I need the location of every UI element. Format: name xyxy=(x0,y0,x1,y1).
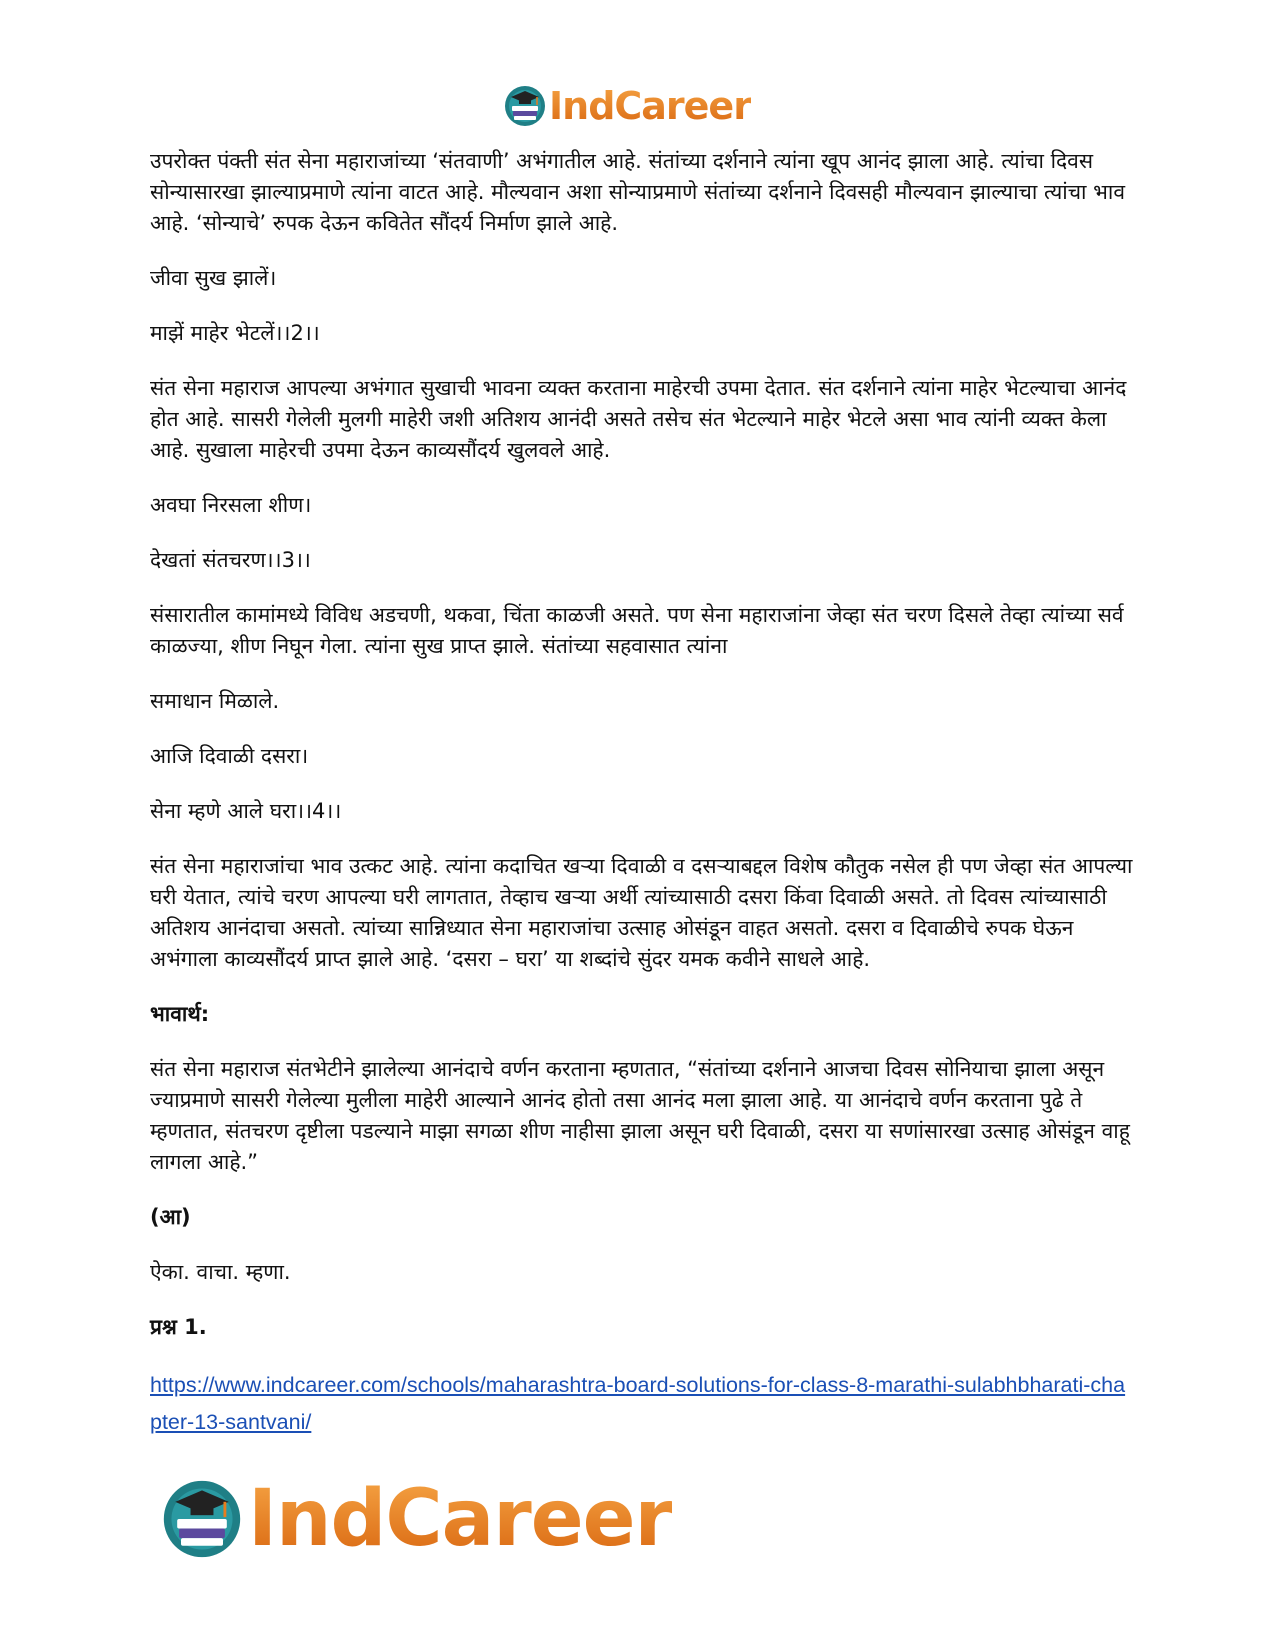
verse-line: आजि दिवाळी दसरा। xyxy=(150,744,309,768)
source-link[interactable]: https://www.indcareer.com/schools/maharashtra-board-solutions-for-class-8-marathi-sulabhbharati-chapter-13-santvani/ xyxy=(150,1373,1126,1434)
verse-line: सेना म्हणे आले घरा।।4।। xyxy=(150,799,342,823)
body-paragraph: ऐका. वाचा. म्हणा. xyxy=(150,1260,291,1284)
verse-line: देखतां संतचरण।।3।। xyxy=(150,548,311,572)
body-paragraph: संत सेना महाराज संतभेटीने झालेल्या आनंदाचे वर्णन करताना म्हणतात, “संतांच्या दर्शनाने आजचा दिवस सोनियाचा झाला असून ज्याप्रमाणे सासरी गेलेल्या मुलीला माहेरी आल्याने आनंद होतो तसा आनंद मला झाला आहे. या आनंदाचे वर्णन करताना पुढे ते म्हणतात, संतचरण दृष्टीला पडल्याने माझा सगळा शीण नाहीसा झाला असून घरी दिवाळी, दसरा या सणांसारखा उत्साह ओसंडून वाहू लागला आहे.” xyxy=(150,1057,1130,1174)
verse-line: माझें माहेर भेटलें।।2।। xyxy=(150,321,320,345)
logo-wordmark: IndCareer xyxy=(549,84,751,128)
header-logo xyxy=(503,82,751,130)
document-body xyxy=(150,146,1135,1465)
verse-line: अवघा निरसला शीण। xyxy=(150,493,312,517)
graduation-cap-books-icon xyxy=(503,84,547,128)
body-paragraph: संत सेना महाराज आपल्या अभंगात सुखाची भावना व्यक्त करताना माहेरची उपमा देतात. संत दर्शनाने त्यांना माहेर भेटल्याचा आनंद होत आहे. सासरी गेलेली मुलगी माहेरी जशी अतिशय आनंदी असते तसेच संत भेटल्याने माहेर भेटले असा भाव त्यांनी व्यक्त केला आहे. सुखाला माहेरची उपमा देऊन काव्यसौंदर्य खुलवले आहे. xyxy=(150,376,1127,462)
logo-wordmark: IndCareer xyxy=(248,1474,672,1564)
body-paragraph: संत सेना महाराजांचा भाव उत्कट आहे. त्यांना कदाचित खऱ्या दिवाळी व दसऱ्याबद्दल विशेष कौतुक नसेल ही पण जेव्हा संत आपल्या घरी येतात, त्यांचे चरण आपल्या घरी लागतात, तेव्हाच खऱ्या अर्थी त्यांच्यासाठी दसरा किंवा दिवाळी असते. तो दिवस त्यांच्यासाठी अतिशय आनंदाचा असतो. त्यांच्या सान्निध्यात सेना महाराजांचा उत्साह ओसंडून वाहत असतो. दसरा व दिवाळीचे रुपक घेऊन अभंगाला काव्यसौंदर्य प्राप्त झाले आहे. ‘दसरा – घरा’ या शब्दांचे सुंदर यमक कवीने साधले आहे. xyxy=(150,854,1133,971)
question-heading: प्रश्न 1. xyxy=(150,1315,207,1339)
body-paragraph: उपरोक्त पंक्ती संत सेना महाराजांच्या ‘संतवाणी’ अभंगातील आहे. संतांच्या दर्शनाने त्यांना खूप आनंद झाला आहे. त्यांचा दिवस सोन्यासारखा झाल्याप्रमाणे त्यांना वाटत आहे. मौल्यवान अशा सोन्याप्रमाणे संतांच्या दर्शनाने दिवसही मौल्यवान झाल्याचा त्यांचा भाव आहे. ‘सोन्याचे’ रुपक देऊन कवितेत सौंदर्य निर्माण झाले आहे. xyxy=(150,149,1126,235)
graduation-cap-books-icon xyxy=(160,1477,244,1561)
section-heading: (आ) xyxy=(150,1205,191,1229)
verse-line: जीवा सुख झालें। xyxy=(150,266,277,290)
body-paragraph: समाधान मिळाले. xyxy=(150,689,280,713)
section-heading: भावार्थ: xyxy=(150,1002,210,1026)
footer-logo xyxy=(160,1473,672,1565)
body-paragraph: संसारातील कामांमध्ये विविध अडचणी, थकवा, चिंता काळजी असते. पण सेना महाराजांना जेव्हा संत चरण दिसले तेव्हा त्यांच्या सर्व काळज्या, शीण निघून गेला. त्यांना सुख प्राप्त झाले. संतांच्या सहवासात त्यांना xyxy=(150,603,1124,658)
